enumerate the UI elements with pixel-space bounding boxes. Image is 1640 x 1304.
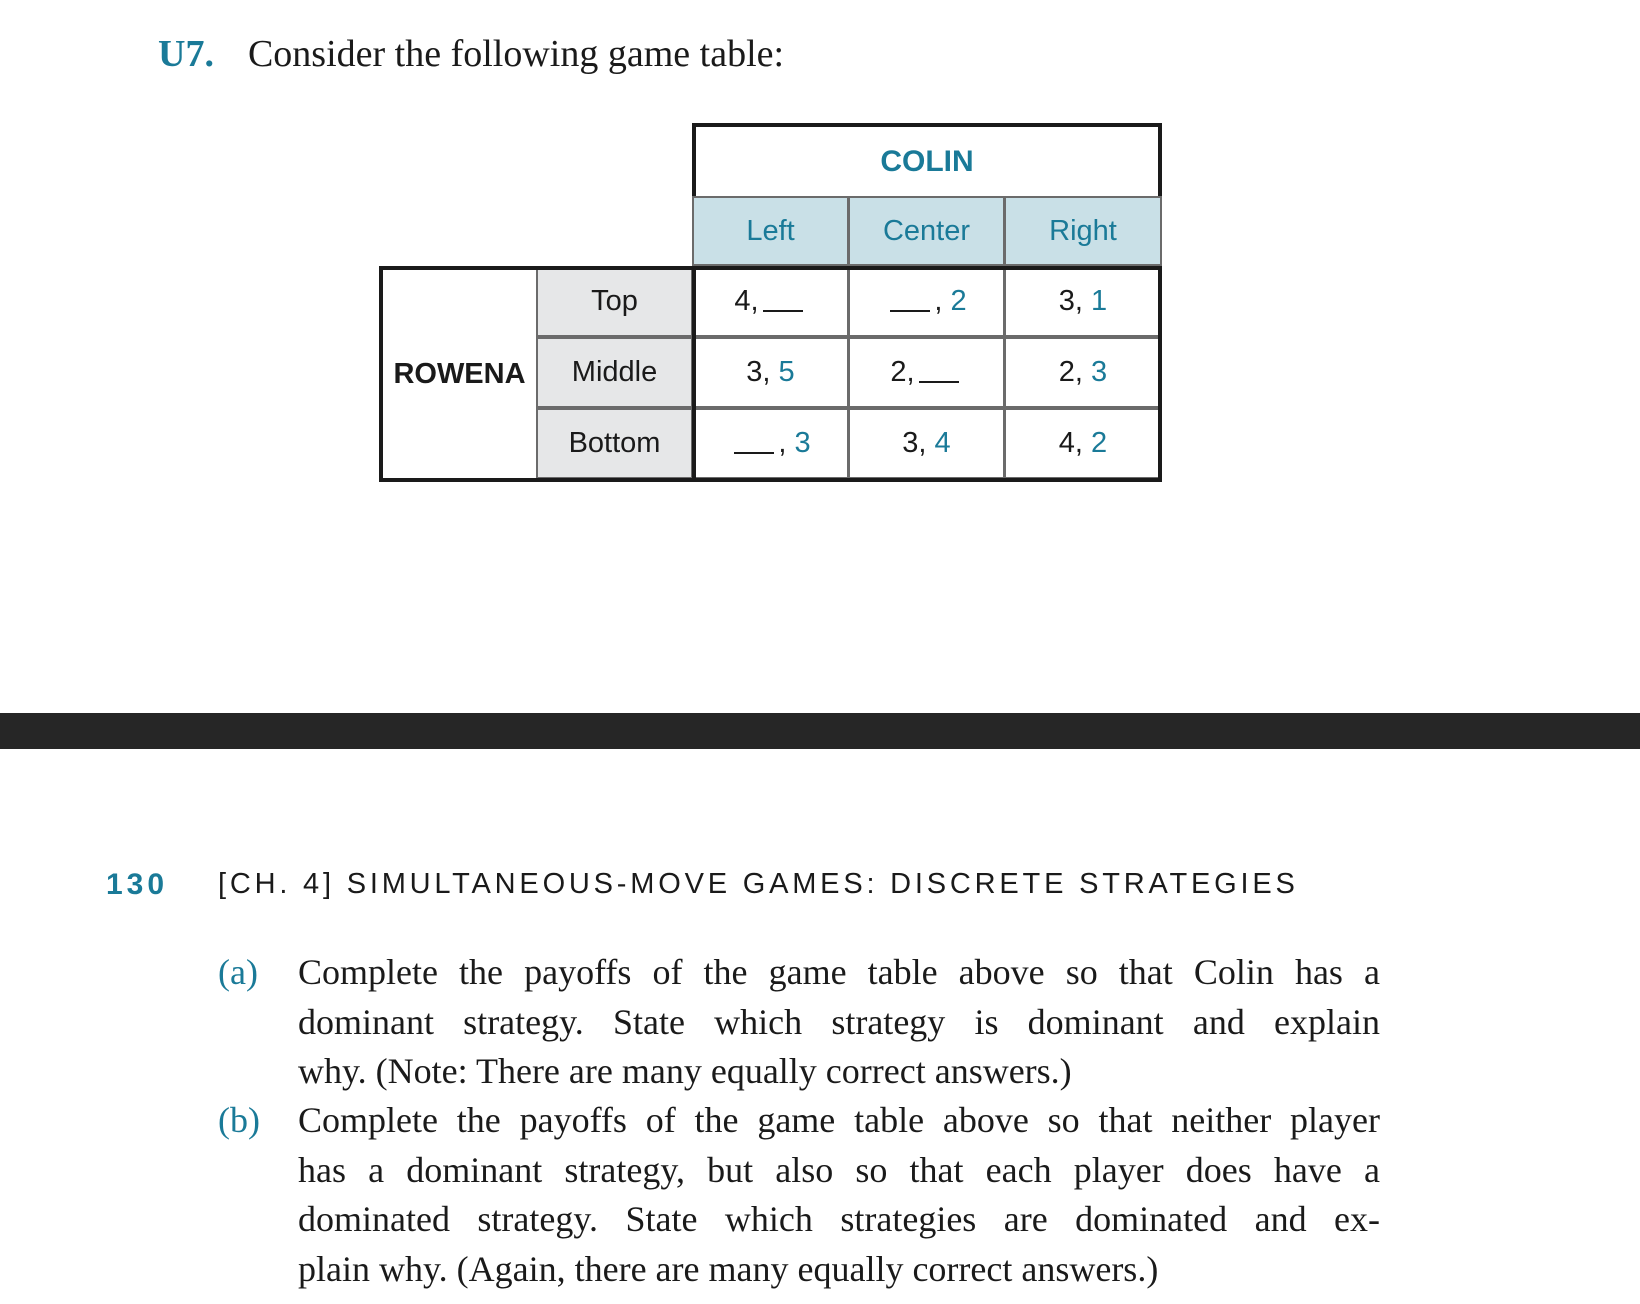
part-b-line: has a dominant strategy, but also so that each player does have a <box>298 1149 1380 1190</box>
payoff-rowena: 4, <box>734 285 759 317</box>
column-header-right: Right <box>1004 196 1162 266</box>
payoff-top-center: , 2 <box>848 266 1005 337</box>
part-b-text <box>298 1096 1380 1294</box>
payoff-top-right <box>1004 266 1162 337</box>
part-a-line: Complete the payoffs of the game table above so that Colin has a <box>298 952 1380 992</box>
part-b-label: (b) <box>218 1100 260 1140</box>
payoff-bottom-center <box>848 408 1005 479</box>
page-separator-bar <box>0 713 1640 749</box>
part-a-line: why. (Note: There are many equally correct answers.) <box>298 1051 1072 1091</box>
column-player-label: COLIN <box>880 145 974 178</box>
question-header <box>158 30 784 78</box>
part-a-text <box>298 948 1380 1097</box>
payoff-colin: 1 <box>1091 285 1108 317</box>
page-number: 130 <box>106 868 169 901</box>
payoff-rowena: 3, <box>1058 285 1083 317</box>
payoff-colin: 2 <box>1091 427 1108 459</box>
payoff-top-left <box>692 266 849 337</box>
part-a-label: (a) <box>218 952 258 992</box>
running-header-title: [CH. 4] SIMULTANEOUS-MOVE GAMES: DISCRETE STRATEGIES <box>218 868 1299 900</box>
payoff-colin: 3 <box>1091 356 1108 388</box>
payoff-rowena: 3, <box>902 427 927 459</box>
row-player-label: ROWENA <box>393 357 526 390</box>
payoff-rowena: 4, <box>1058 427 1083 459</box>
part-b-line: Complete the payoffs of the game table above so that neither player <box>298 1100 1380 1140</box>
part-b-line: dominated strategy. State which strategies are dominated and ex- <box>298 1199 1380 1239</box>
payoff-bottom-right <box>1004 408 1162 479</box>
payoff-rowena: 2, <box>890 356 915 388</box>
payoff-blank <box>890 310 930 312</box>
column-header-left: Left <box>692 196 849 266</box>
column-header-center: Center <box>848 196 1005 266</box>
payoff-middle-left <box>692 337 849 408</box>
payoff-rowena: 3, <box>746 356 771 388</box>
part-a-line: dominant strategy. State which strategy is dominant and explain <box>298 1001 1380 1042</box>
payoff-middle-center <box>848 337 1005 408</box>
payoff-bottom-left: , 3 <box>692 408 849 479</box>
row-header-bottom: Bottom <box>536 408 693 479</box>
question-number: U7. <box>158 33 214 75</box>
payoff-rowena: 2, <box>1058 356 1083 388</box>
payoff-blank <box>734 452 774 454</box>
payoff-colin: 4 <box>934 427 951 459</box>
payoff-colin: 5 <box>778 356 795 388</box>
payoff-middle-right <box>1004 337 1162 408</box>
part-b-line: plain why. (Again, there are many equally correct answers.) <box>298 1248 1159 1289</box>
row-header-top: Top <box>536 266 693 337</box>
payoff-colin: 3 <box>794 427 811 459</box>
payoff-blank <box>763 310 803 312</box>
question-text: Consider the following game table: <box>247 33 785 75</box>
payoff-blank <box>919 381 959 383</box>
row-header-middle: Middle <box>536 337 693 408</box>
payoff-colin: 2 <box>950 285 967 317</box>
